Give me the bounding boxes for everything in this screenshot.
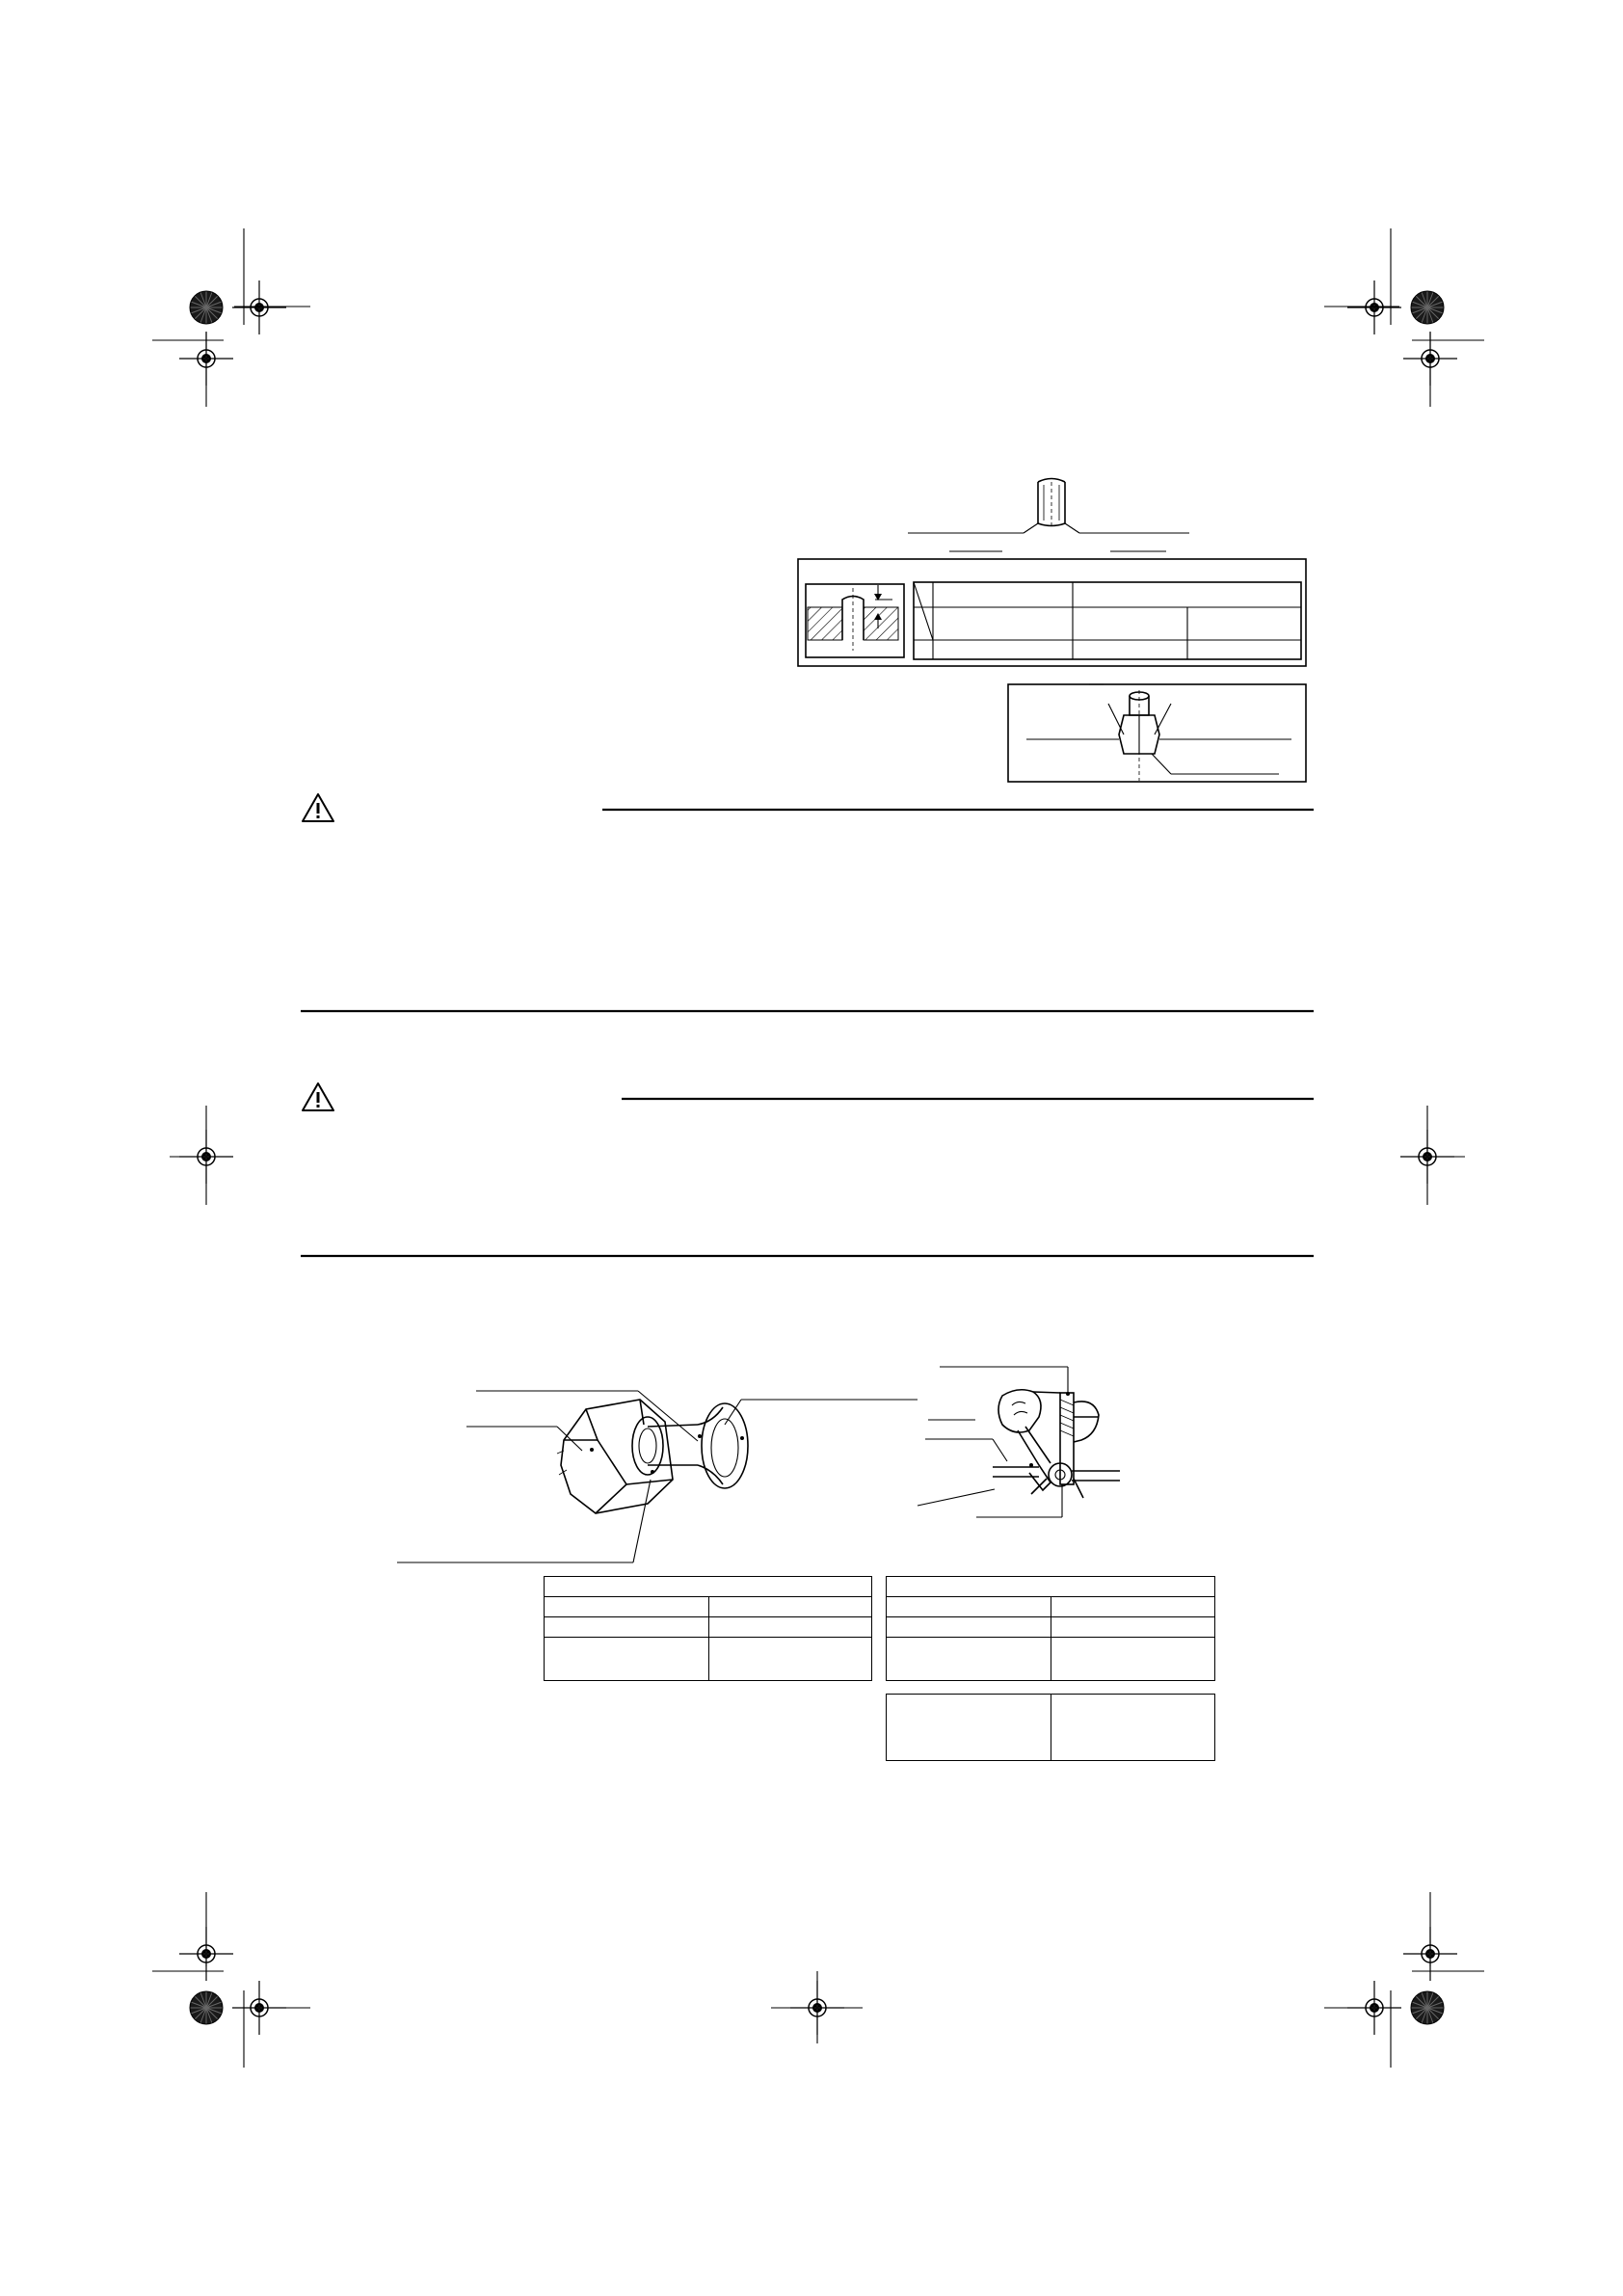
table-cell <box>1051 1695 1215 1761</box>
flare-nut-large-figure <box>397 1391 918 1562</box>
torque-wrench-figure <box>918 1367 1120 1517</box>
table-cell <box>709 1597 872 1617</box>
warning-triangle-icon <box>303 794 333 821</box>
pipe-end-figure <box>908 479 1189 552</box>
color-target-icon <box>1411 291 1444 324</box>
table-header-cell <box>545 1577 872 1597</box>
table-cell <box>709 1638 872 1681</box>
color-target-icon <box>190 1991 223 2024</box>
table-row <box>887 1695 1215 1761</box>
table-cell <box>887 1638 1051 1681</box>
flare-nut-small-figure <box>1008 684 1306 782</box>
table-row <box>545 1597 872 1617</box>
crop-marks-top-right <box>1324 228 1484 407</box>
table-cell <box>545 1638 709 1681</box>
table-cell <box>545 1617 709 1638</box>
table-row <box>545 1577 872 1597</box>
crop-marks-bottom-right <box>1324 1892 1484 2068</box>
color-target-icon <box>1411 1991 1444 2024</box>
table-cell <box>887 1597 1051 1617</box>
crop-marks-middle <box>170 1106 1465 1205</box>
crop-marks-bottom-center <box>771 1971 863 2043</box>
table-row <box>545 1638 872 1681</box>
table-cell <box>1051 1597 1215 1617</box>
table-cell <box>1051 1617 1215 1638</box>
crop-marks-bottom-left <box>152 1892 310 2068</box>
table-header-cell <box>887 1577 1215 1597</box>
warning-triangle-icon <box>303 1083 333 1110</box>
torque-table-left <box>544 1576 872 1681</box>
table-cell <box>709 1617 872 1638</box>
warning-section-2 <box>301 1083 1314 1256</box>
table-cell <box>887 1617 1051 1638</box>
flare-dimension-box <box>798 559 1306 666</box>
torque-table-right <box>886 1576 1215 1681</box>
table-row <box>887 1617 1215 1638</box>
warning-section-1 <box>301 794 1314 1011</box>
table-cell <box>887 1695 1051 1761</box>
color-target-icon <box>190 291 223 324</box>
registration-mark-icon <box>232 280 286 334</box>
registration-mark-icon <box>1347 280 1401 334</box>
table-row <box>887 1597 1215 1617</box>
table-row <box>545 1617 872 1638</box>
table-cell <box>545 1597 709 1617</box>
table-row <box>887 1638 1215 1681</box>
crop-marks-top-left <box>152 228 310 407</box>
torque-table-extra <box>886 1694 1215 1761</box>
table-row <box>887 1577 1215 1597</box>
table-cell <box>1051 1638 1215 1681</box>
